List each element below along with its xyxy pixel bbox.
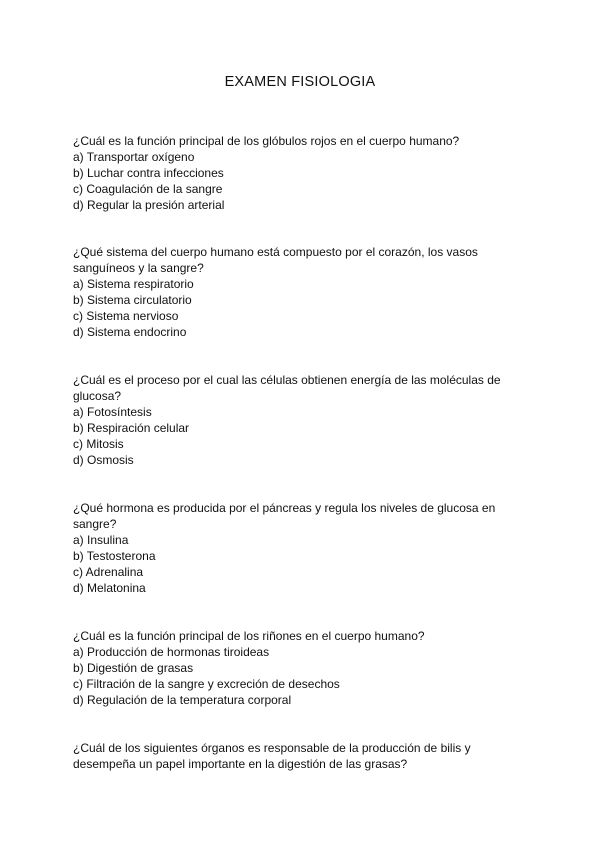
question-block (73, 628, 533, 708)
question-text: ¿Cuál es el proceso por el cual las células obtienen energía de las moléculas de glucosa? (73, 373, 501, 403)
answer-options (73, 532, 533, 596)
question-text: ¿Cuál es la función principal de los riñones en el cuerpo humano? (73, 629, 425, 643)
page-title: EXAMEN FISIOLOGIA (224, 74, 376, 90)
answer-option: a) Producción de hormonas tiroideas (73, 645, 270, 659)
question-block (73, 372, 533, 468)
answer-option: c) Sistema nervioso (73, 309, 179, 323)
answer-option: d) Osmosis (73, 453, 134, 467)
answer-option: a) Insulina (73, 533, 129, 547)
answer-option: a) Transportar oxígeno (73, 150, 195, 164)
answer-option: c) Coagulación de la sangre (73, 182, 223, 196)
answer-option: c) Adrenalina (73, 565, 144, 579)
answer-option: b) Testosterona (73, 549, 156, 563)
question-block (73, 500, 533, 596)
answer-options (73, 404, 533, 468)
answer-option: d) Melatonina (73, 581, 146, 595)
question-block (73, 740, 533, 772)
answer-option: a) Sistema respiratorio (73, 277, 194, 291)
question-text: ¿Cuál de los siguientes órganos es responsable de la producción de bilis y desempeña un papel importante en la digestión de las grasas? (73, 741, 471, 771)
answer-option: d) Sistema endocrino (73, 325, 187, 339)
answer-options (73, 149, 533, 213)
answer-option: a) Fotosíntesis (73, 405, 152, 419)
question-block (73, 133, 533, 213)
question-text: ¿Qué hormona es producida por el páncreas y regula los niveles de glucosa en sangre? (73, 501, 496, 531)
answer-options (73, 276, 533, 340)
answer-options (73, 644, 533, 708)
answer-option: b) Sistema circulatorio (73, 293, 192, 307)
answer-option: b) Respiración celular (73, 421, 190, 435)
answer-option: c) Filtración de la sangre y excreción de desechos (73, 677, 340, 691)
answer-option: b) Luchar contra infecciones (73, 166, 224, 180)
answer-option: b) Digestión de grasas (73, 661, 194, 675)
question-text: ¿Qué sistema del cuerpo humano está compuesto por el corazón, los vasos sanguíneos y la sangre? (73, 245, 478, 275)
answer-option: d) Regular la presión arterial (73, 198, 225, 212)
question-text: ¿Cuál es la función principal de los glóbulos rojos en el cuerpo humano? (73, 134, 460, 148)
question-block (73, 244, 533, 340)
answer-option: c) Mitosis (73, 437, 124, 451)
answer-option: d) Regulación de la temperatura corporal (73, 693, 292, 707)
